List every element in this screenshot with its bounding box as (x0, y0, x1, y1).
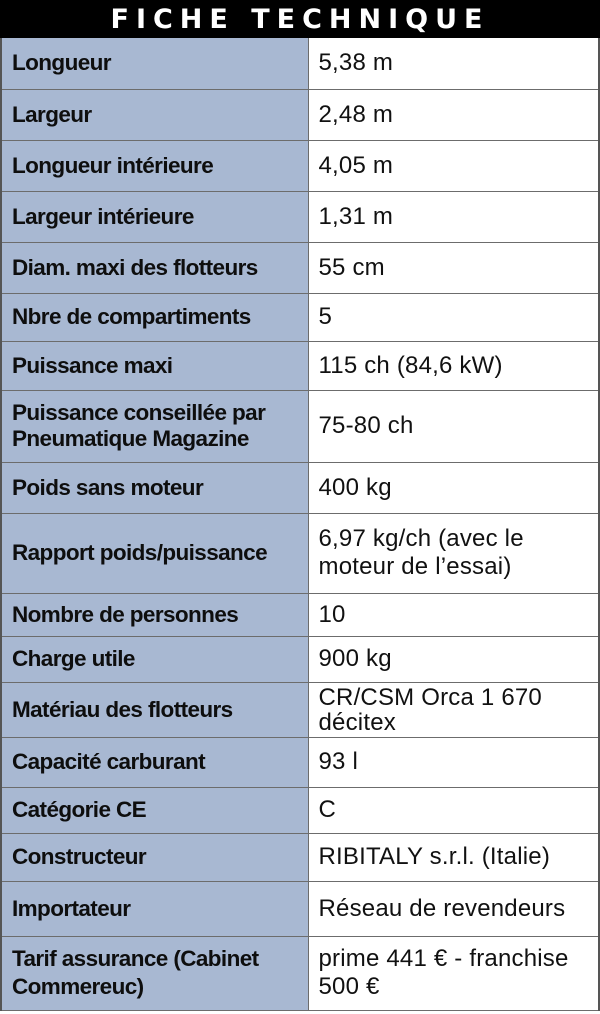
row-value: RIBITALY s.r.l. (Italie) (308, 833, 599, 881)
row-label: Nombre de personnes (1, 593, 308, 636)
row-label: Puissance conseillée par Pneumatique Magazine (1, 390, 308, 462)
table-row (1, 593, 599, 636)
table-row (1, 140, 599, 191)
row-value: 2,48 m (308, 89, 599, 140)
row-value: 75-80 ch (308, 390, 599, 462)
row-label: Constructeur (1, 833, 308, 881)
table-row (1, 936, 599, 1010)
table-row (1, 513, 599, 593)
row-value: prime 441 € - franchise 500 € (308, 936, 599, 1010)
table-row (1, 787, 599, 833)
row-label: Puissance maxi (1, 341, 308, 390)
row-value: 5 (308, 293, 599, 341)
row-value: 5,38 m (308, 38, 599, 89)
row-label: Poids sans moteur (1, 462, 308, 513)
table-row (1, 390, 599, 462)
table-row (1, 341, 599, 390)
row-label: Largeur (1, 89, 308, 140)
row-label: Charge utile (1, 636, 308, 682)
row-value: 55 cm (308, 242, 599, 293)
table-row (1, 38, 599, 89)
table-row (1, 89, 599, 140)
page-title: FICHE TECHNIQUE (0, 0, 600, 38)
row-value: 115 ch (84,6 kW) (308, 341, 599, 390)
table-row (1, 833, 599, 881)
row-label: Nbre de compartiments (1, 293, 308, 341)
row-value: Réseau de revendeurs (308, 881, 599, 936)
row-value: C (308, 787, 599, 833)
row-value: 4,05 m (308, 140, 599, 191)
row-value: CR/CSM Orca 1 670 décitex (308, 682, 599, 737)
spec-table (0, 38, 600, 1011)
row-label: Tarif assurance (Cabinet Commereuc) (1, 936, 308, 1010)
row-value: 900 kg (308, 636, 599, 682)
row-label: Importateur (1, 881, 308, 936)
row-label: Longueur (1, 38, 308, 89)
table-row (1, 242, 599, 293)
row-label: Largeur intérieure (1, 191, 308, 242)
table-row (1, 462, 599, 513)
row-label: Catégorie CE (1, 787, 308, 833)
row-value: 400 kg (308, 462, 599, 513)
table-row (1, 293, 599, 341)
table-row (1, 737, 599, 787)
table-row (1, 881, 599, 936)
row-label: Matériau des flotteurs (1, 682, 308, 737)
row-label: Longueur intérieure (1, 140, 308, 191)
table-row (1, 636, 599, 682)
row-value: 1,31 m (308, 191, 599, 242)
table-row (1, 682, 599, 737)
row-value: 93 l (308, 737, 599, 787)
table-row (1, 191, 599, 242)
row-label: Diam. maxi des flotteurs (1, 242, 308, 293)
row-value: 10 (308, 593, 599, 636)
row-label: Rapport poids/puissance (1, 513, 308, 593)
row-label: Capacité carburant (1, 737, 308, 787)
row-value: 6,97 kg/ch (avec le moteur de l’essai) (308, 513, 599, 593)
